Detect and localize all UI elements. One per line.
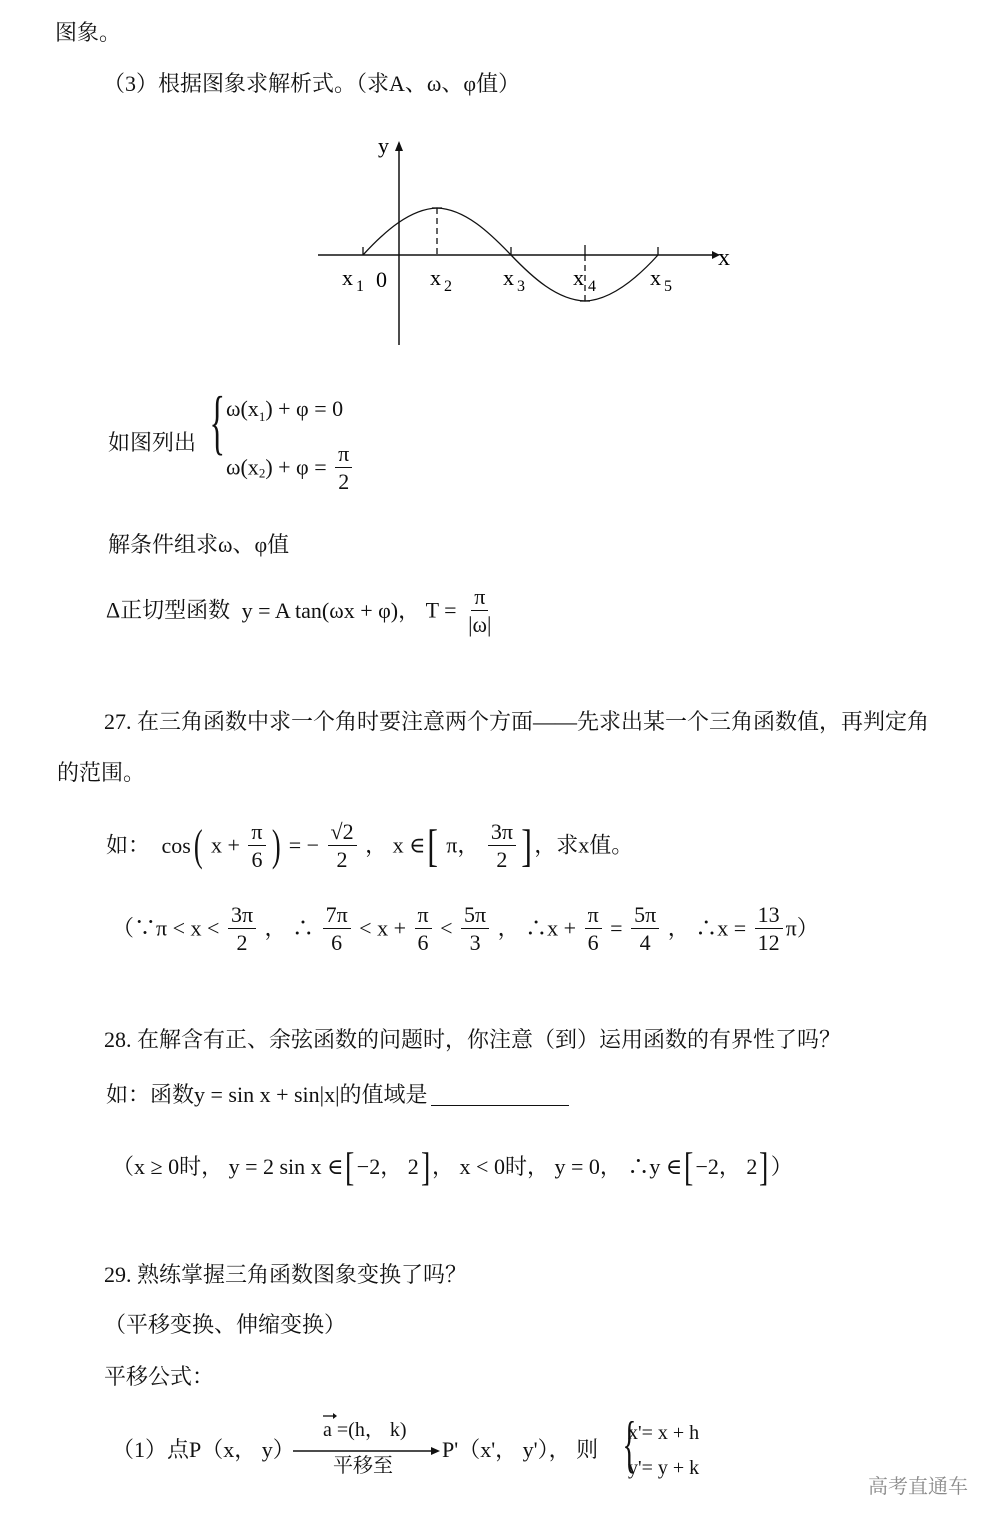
svg-text:1: 1 bbox=[356, 278, 364, 295]
svg-text:x: x bbox=[573, 265, 584, 290]
tick-labels bbox=[342, 265, 672, 295]
svg-text:4: 4 bbox=[588, 278, 596, 295]
origin-label: 0 bbox=[376, 267, 387, 292]
svg-text:x: x bbox=[650, 265, 661, 290]
item27-heading-cont: 的范围。 bbox=[57, 760, 146, 785]
item28-heading: 28. 在解含有正、余弦函数的问题时，你注意（到）运用函数的有界性了吗？ bbox=[104, 1027, 842, 1052]
item28-solution: （x ≥ 0时， y = 2 sin x ∈[−2， 2]， x < 0时， y = 0， ∴y ∈[−2， 2]） bbox=[112, 1144, 793, 1189]
svg-text:x: x bbox=[430, 265, 441, 290]
item29-heading: 29. 熟练掌握三角函数图象变换了吗？ bbox=[104, 1262, 468, 1287]
item27-solution: （∵π < x < $\frac{3\pi}{2}$ ， ∴ $\frac{7\pi}{6}$ < x + $\frac{\pi}{6}$ < $\frac{5\pi}{3}$ ， ∴x + $\frac{\pi}{6}$ = $\frac{5\pi}{4}$ ， ∴x = $\frac{13}{12}$ π） bbox=[112, 902, 819, 956]
sine-graph bbox=[300, 125, 750, 355]
x-axis-label: x bbox=[718, 245, 730, 271]
solve-line: 解条件组求ω、φ值 bbox=[108, 532, 290, 557]
svg-text:x: x bbox=[503, 265, 514, 290]
item29-sub: （平移变换、伸缩变换） bbox=[104, 1312, 347, 1337]
svg-text:3: 3 bbox=[517, 278, 525, 295]
item28-example: 如：函数y = sin x + sin|x|的值域是 bbox=[106, 1083, 569, 1106]
sine-graph-figure bbox=[300, 125, 750, 355]
rule-eq1: x'= x + h bbox=[628, 1422, 700, 1444]
item27-heading: 27. 在三角函数中求一个角时要注意两个方面——先求出某一个三角函数值，再判定角 bbox=[104, 709, 930, 734]
watermark: 高考直通车 bbox=[868, 1474, 968, 1498]
svg-text:5: 5 bbox=[664, 278, 672, 295]
item3-heading: （3）根据图象求解析式。（求A、ω、φ值） bbox=[103, 71, 521, 96]
vector-a-label: a =(h， k) bbox=[323, 1420, 406, 1440]
intro-line-end: 图象。 bbox=[55, 20, 122, 45]
system-intro: 如图列出 bbox=[108, 430, 197, 455]
translation-arrow bbox=[293, 1420, 441, 1480]
arrow-bottom-label: 平移至 bbox=[333, 1455, 393, 1477]
rule-brace-icon: { bbox=[622, 1408, 637, 1479]
item27-example: 如： cos( x + $\frac{\pi}{6}$ ) = − $\frac{√2}{2}$ ， x ∈[ π， $\frac{3\pi}{2}$ ] ，求x值。 bbox=[106, 819, 634, 873]
tan-type-line: Δ正切型函数 y = A tan(ωx + φ)， T = $\frac{\pi}{|\omega|}$ bbox=[106, 584, 492, 638]
svg-text:2: 2 bbox=[444, 278, 452, 295]
svg-text:x: x bbox=[342, 265, 353, 290]
vector-arrow-icon bbox=[322, 1411, 338, 1420]
y-axis-label: y bbox=[378, 133, 389, 158]
y-axis-arrow-icon bbox=[395, 141, 403, 151]
system-eq1: $\omega(x_1) + \varphi = 0$ bbox=[226, 396, 344, 424]
translation-rule-1-prefix: （1）点P（x， y） bbox=[112, 1437, 295, 1462]
system-eq2: $\omega(x_2) + \varphi$ = $\frac{\pi}{2}$ bbox=[226, 442, 355, 493]
translation-rule-1-result: P'（x'， y'）， 则 bbox=[442, 1437, 599, 1462]
system-brace-icon: { bbox=[209, 382, 226, 462]
formula-title: 平移公式： bbox=[104, 1364, 215, 1389]
rule-eq2: y'= y + k bbox=[628, 1457, 700, 1479]
answer-blank[interactable] bbox=[431, 1083, 569, 1106]
